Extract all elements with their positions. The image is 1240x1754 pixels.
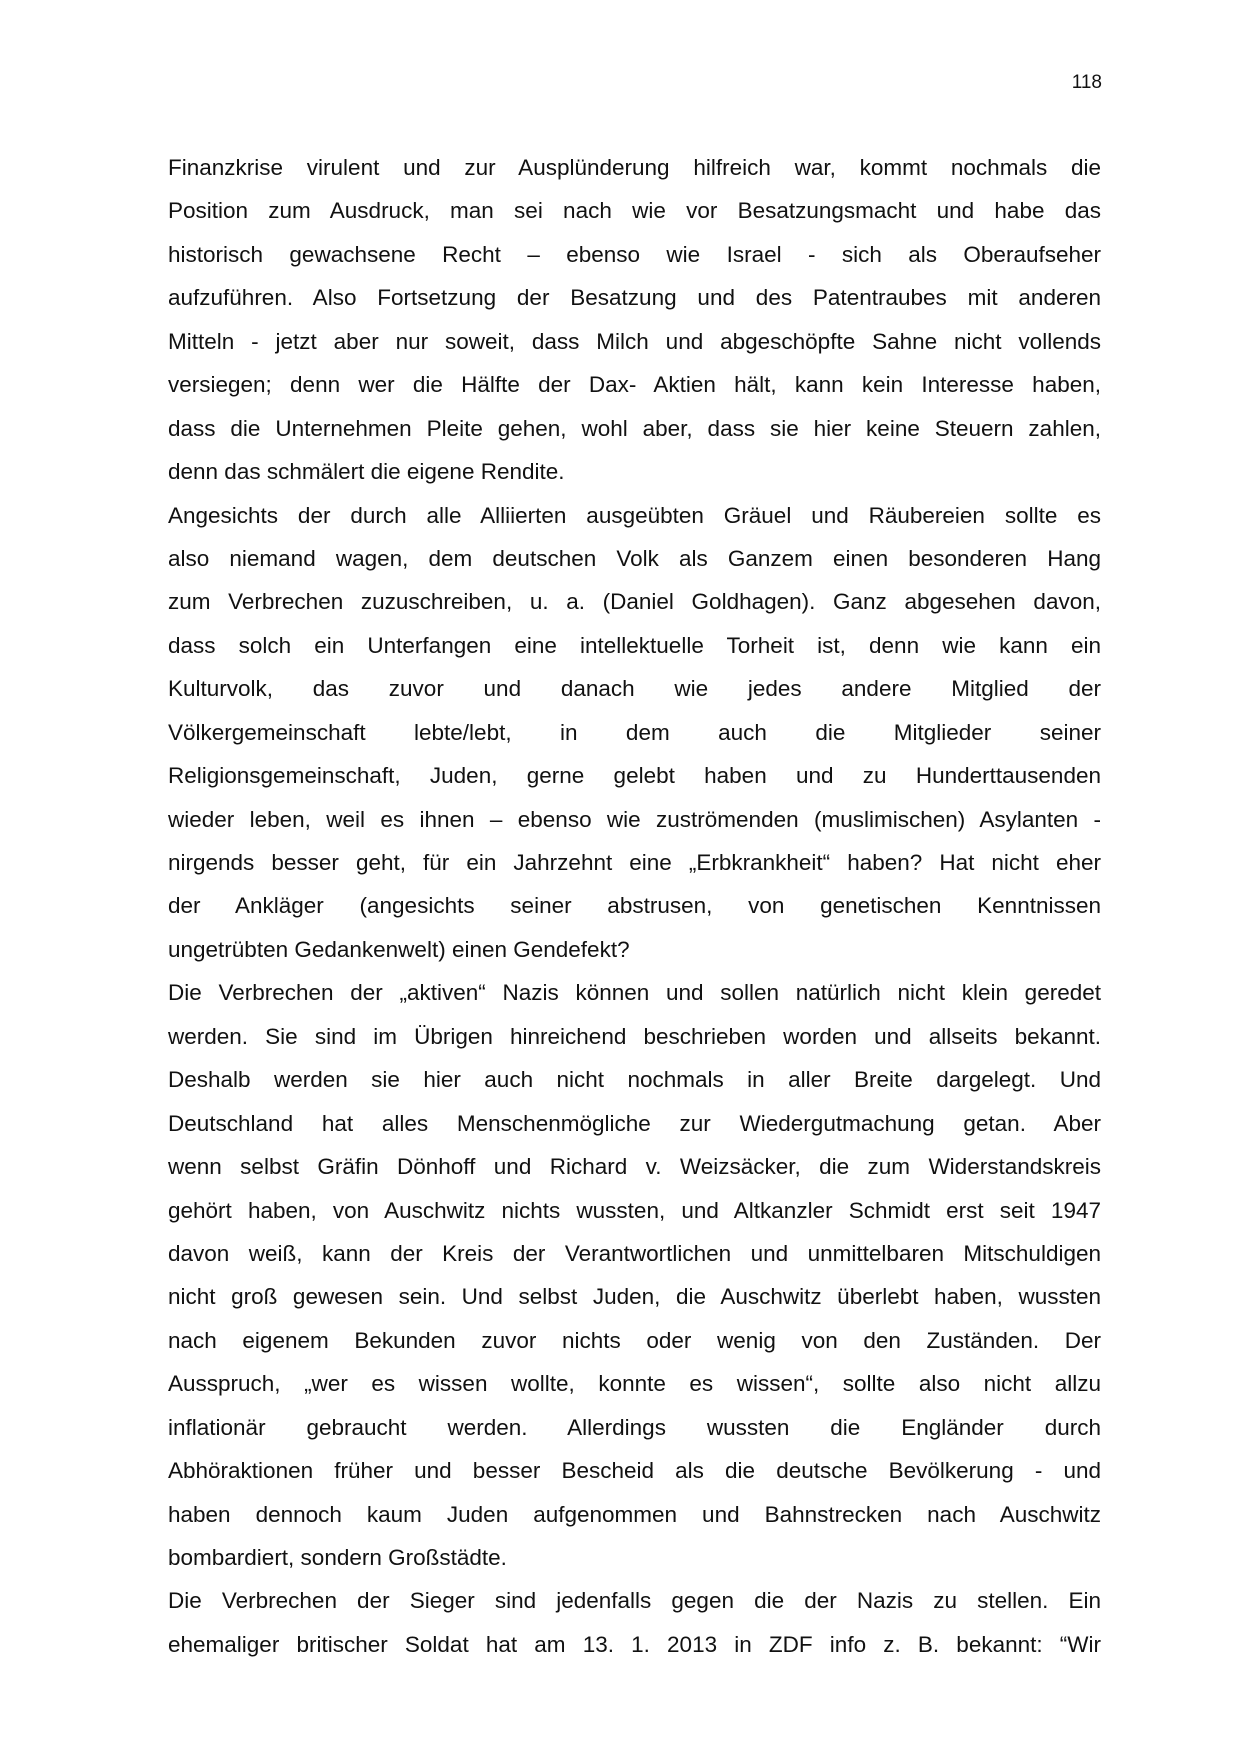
text-line: Position zum Ausdruck, man sei nach wie vor Besatzungsmacht und habe das — [168, 198, 1101, 224]
text-line: haben dennoch kaum Juden aufgenommen und Bahnstrecken nach Auschwitz — [168, 1501, 1101, 1527]
text-line: historisch gewachsene Recht – ebenso wie Israel - sich als Oberaufseher — [168, 241, 1101, 267]
text-line: Ausspruch, „wer es wissen wollte, konnte es wissen“, sollte also nicht allzu — [168, 1371, 1101, 1397]
text-line: werden. Sie sind im Übrigen hinreichend beschrieben worden und allseits bekannt. — [168, 1023, 1101, 1049]
text-line: zum Verbrechen zuzuschreiben, u. a. (Daniel Goldhagen). Ganz abgesehen davon, — [168, 589, 1101, 615]
text-line: ehemaliger britischer Soldat hat am 13. 1. 2013 in ZDF info z. B. bekannt: “Wir — [168, 1631, 1101, 1657]
text-line: denn das schmälert die eigene Rendite. — [168, 459, 565, 485]
text-line: also niemand wagen, dem deutschen Volk als Ganzem einen besonderen Hang — [168, 545, 1101, 571]
text-line: Völkergemeinschaft lebte/lebt, in dem auch die Mitglieder seiner — [168, 719, 1101, 745]
text-line: dass die Unternehmen Pleite gehen, wohl aber, dass sie hier keine Steuern zahlen, — [168, 415, 1101, 441]
text-line: der Ankläger (angesichts seiner abstrusen, von genetischen Kenntnissen — [168, 893, 1101, 919]
text-line: Angesichts der durch alle Alliierten ausgeübten Gräuel und Räubereien sollte es — [168, 502, 1101, 528]
text-line: Die Verbrechen der „aktiven“ Nazis können und sollen natürlich nicht klein geredet — [168, 980, 1101, 1006]
text-line: dass solch ein Unterfangen eine intellektuelle Torheit ist, denn wie kann ein — [168, 632, 1101, 658]
text-line: gehört haben, von Auschwitz nichts wussten, und Altkanzler Schmidt erst seit 1947 — [168, 1197, 1101, 1223]
text-line: Deutschland hat alles Menschenmögliche zur Wiedergutmachung getan. Aber — [168, 1110, 1101, 1136]
body-text — [168, 146, 1101, 1666]
text-line: nicht groß gewesen sein. Und selbst Juden, die Auschwitz überlebt haben, wussten — [168, 1284, 1101, 1310]
text-line: Deshalb werden sie hier auch nicht nochmals in aller Breite dargelegt. Und — [168, 1067, 1101, 1093]
text-line: davon weiß, kann der Kreis der Verantwortlichen und unmittelbaren Mitschuldigen — [168, 1240, 1101, 1266]
text-line: Finanzkrise virulent und zur Ausplünderung hilfreich war, kommt nochmals die — [168, 155, 1101, 180]
page-number: 118 — [1071, 72, 1102, 93]
text-line: inflationär gebraucht werden. Allerdings wussten die Engländer durch — [168, 1414, 1101, 1440]
text-line: bombardiert, sondern Großstädte. — [168, 1545, 507, 1570]
text-line: versiegen; denn wer die Hälfte der Dax- Aktien hält, kann kein Interesse haben, — [168, 372, 1101, 398]
text-line: Religionsgemeinschaft, Juden, gerne gelebt haben und zu Hunderttausenden — [168, 763, 1101, 789]
text-line: wieder leben, weil es ihnen – ebenso wie zuströmenden (muslimischen) Asylanten - — [168, 806, 1101, 832]
text-line: Abhöraktionen früher und besser Bescheid als die deutsche Bevölkerung - und — [168, 1458, 1101, 1484]
text-line: Kulturvolk, das zuvor und danach wie jedes andere Mitglied der — [168, 676, 1101, 702]
text-line: ungetrübten Gedankenwelt) einen Gendefekt? — [168, 936, 630, 962]
text-line: nirgends besser geht, für ein Jahrzehnt eine „Erbkrankheit“ haben? Hat nicht eher — [168, 850, 1101, 875]
text-line: aufzuführen. Also Fortsetzung der Besatzung und des Patentraubes mit anderen — [168, 285, 1101, 311]
text-line: Die Verbrechen der Sieger sind jedenfalls gegen die der Nazis zu stellen. Ein — [168, 1588, 1101, 1614]
text-line: nach eigenem Bekunden zuvor nichts oder wenig von den Zuständen. Der — [168, 1327, 1101, 1353]
text-line: Mitteln - jetzt aber nur soweit, dass Milch und abgeschöpfte Sahne nicht vollends — [168, 328, 1101, 354]
text-line: wenn selbst Gräfin Dönhoff und Richard v. Weizsäcker, die zum Widerstandskreis — [168, 1154, 1101, 1180]
